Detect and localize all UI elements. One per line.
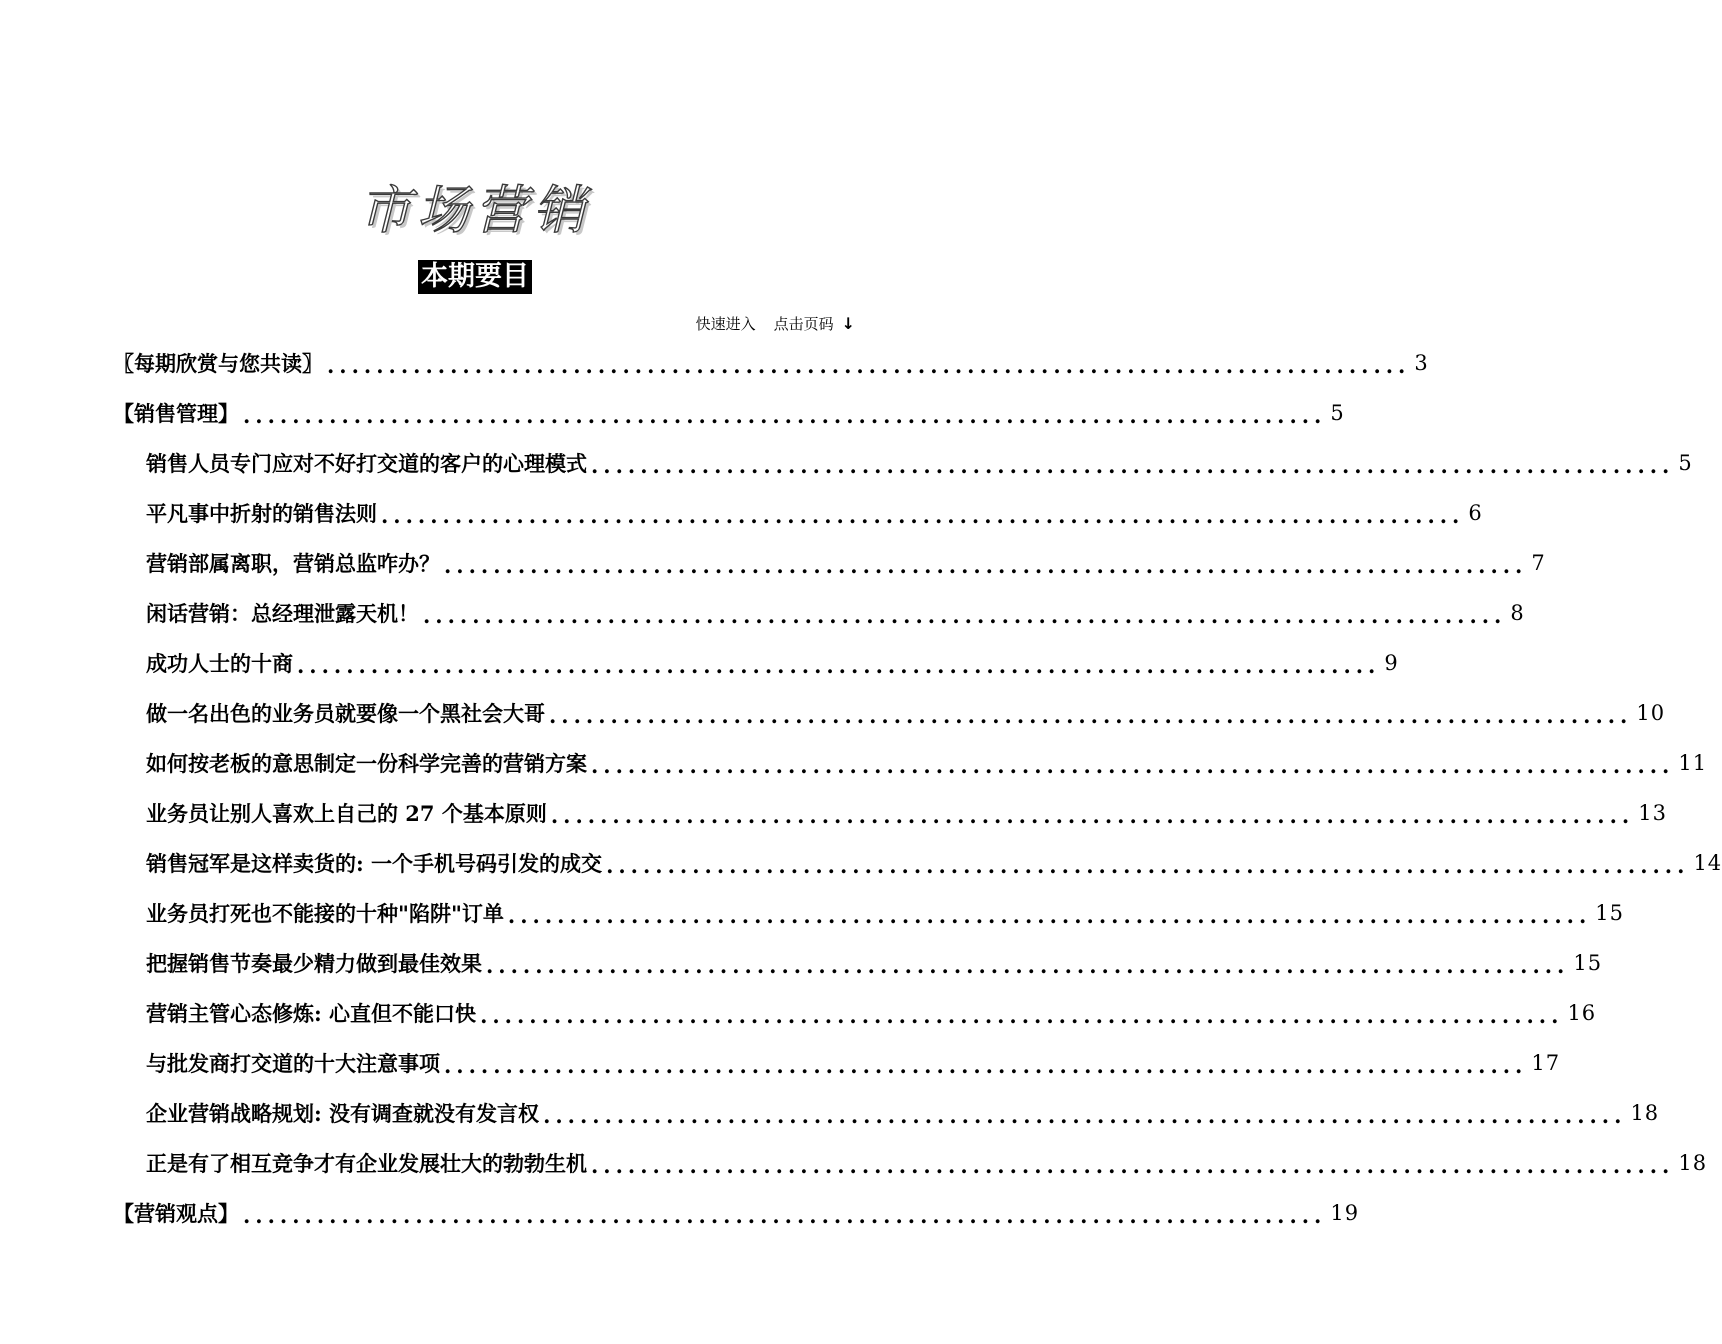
toc-entry[interactable] <box>146 688 1666 738</box>
toc-entry-title: 成功人士的十商 <box>146 651 293 676</box>
toc-entry[interactable] <box>146 1038 1561 1088</box>
toc-dot-leader: ........................................................................................ <box>591 752 1675 778</box>
toc-entry-title: 销售人员专门应对不好打交道的客户的心理模式 <box>146 451 587 476</box>
toc-entry-title: 正是有了相互竞争才有企业发展壮大的勃勃生机 <box>146 1151 587 1176</box>
toc-entry[interactable] <box>146 438 1693 488</box>
toc-entry-title: 【销售管理】 <box>113 401 239 426</box>
toc-dot-leader: ........................................................................................ <box>606 852 1690 878</box>
toc-entry-title: 平凡事中折射的销售法则 <box>146 501 377 526</box>
toc-page-link[interactable]: 11 <box>1678 751 1708 775</box>
toc-page-link[interactable]: 16 <box>1567 1001 1597 1025</box>
toc-page-link[interactable]: 15 <box>1573 951 1603 975</box>
toc-entry-title: 业务员让别人喜欢上自己的 27 个基本原则 <box>146 801 547 826</box>
quick-enter-label: 快速进入 <box>695 315 756 333</box>
toc-page-link[interactable]: 8 <box>1510 601 1525 625</box>
toc-entry[interactable] <box>146 738 1708 788</box>
arrow-down-icon: ↓ <box>841 314 855 333</box>
toc-dot-leader: ........................................................................................ <box>297 652 1381 678</box>
toc-page-link[interactable]: 10 <box>1636 701 1666 725</box>
toc-entry-title: 企业营销战略规划: 没有调查就没有发言权 <box>146 1101 540 1126</box>
toc-entry-title: 营销部属离职，营销总监咋办？ <box>146 551 440 576</box>
toc-dot-leader: ........................................................................................ <box>444 1052 1528 1078</box>
toc-dot-leader: ........................................................................................ <box>444 552 1528 578</box>
toc-entry[interactable] <box>146 1138 1708 1188</box>
toc-page-link[interactable]: 5 <box>1330 401 1345 425</box>
toc-entry[interactable] <box>113 388 1345 438</box>
toc-entry[interactable] <box>146 888 1624 938</box>
toc-entry[interactable] <box>146 638 1399 688</box>
toc-entry[interactable] <box>113 1188 1360 1238</box>
toc-entry-title: 闲话营销：总经理泄露天机！ <box>146 601 419 626</box>
toc-page-link[interactable]: 9 <box>1384 651 1399 675</box>
toc-entry[interactable] <box>146 1088 1660 1138</box>
toc-dot-leader: ........................................................................................ <box>591 452 1675 478</box>
toc-entry[interactable] <box>146 588 1525 638</box>
toc-page-link[interactable]: 15 <box>1595 901 1624 925</box>
toc-entry-title: 〖每期欣赏与您共读〗 <box>113 351 323 376</box>
toc-dot-leader: ........................................................................................ <box>550 802 1635 828</box>
toc-dot-leader: ........................................................................................ <box>423 602 1507 628</box>
toc-dot-leader: ........................................................................................ <box>543 1102 1627 1128</box>
toc-page-link[interactable]: 14 <box>1693 851 1722 875</box>
toc-dot-leader: ........................................................................................ <box>591 1152 1675 1178</box>
toc-entry-title: 【营销观点】 <box>113 1201 239 1226</box>
page-title: 市场营销 <box>358 181 591 241</box>
toc-entry-title: 业务员打死也不能接的十种"陷阱"订单 <box>146 901 504 926</box>
issue-label-wrap <box>0 260 950 294</box>
toc-entry[interactable] <box>146 988 1597 1038</box>
toc-entry[interactable] <box>146 938 1603 988</box>
toc-page-link[interactable]: 7 <box>1531 551 1546 575</box>
toc-page-link[interactable]: 18 <box>1630 1101 1660 1125</box>
toc-dot-leader: ........................................................................................ <box>480 1002 1564 1028</box>
toc-page-link[interactable]: 19 <box>1330 1201 1360 1225</box>
toc-dot-leader: ........................................................................................ <box>243 402 1327 428</box>
toc-dot-leader: ........................................................................................ <box>507 902 1592 928</box>
toc-entry-title: 做一名出色的业务员就要像一个黑社会大哥 <box>146 701 545 726</box>
toc-dot-leader: ........................................................................................ <box>549 702 1633 728</box>
toc-dot-leader: ........................................................................................ <box>243 1202 1327 1228</box>
toc-page-link[interactable]: 17 <box>1531 1051 1561 1075</box>
toc-page-link[interactable]: 6 <box>1468 501 1483 525</box>
toc-entry[interactable] <box>113 338 1429 388</box>
toc-entry[interactable] <box>146 788 1667 838</box>
issue-label: 本期要目 <box>418 260 532 294</box>
click-page-label: 点击页码 <box>773 315 834 333</box>
toc-page-link[interactable]: 13 <box>1638 801 1667 825</box>
toc-dot-leader: ........................................................................................ <box>327 352 1411 378</box>
toc-dot-leader: ........................................................................................ <box>381 502 1465 528</box>
toc-page-link[interactable]: 5 <box>1678 451 1693 475</box>
toc-entry-title: 把握销售节奏最少精力做到最佳效果 <box>146 951 482 976</box>
toc-dot-leader: ........................................................................................ <box>486 952 1570 978</box>
toc-entry[interactable] <box>146 538 1546 588</box>
toc-entry-title: 如何按老板的意思制定一份科学完善的营销方案 <box>146 751 587 776</box>
toc-entry[interactable] <box>146 488 1483 538</box>
toc-entry[interactable] <box>146 838 1722 888</box>
toc-entry-title: 销售冠军是这样卖货的: 一个手机号码引发的成交 <box>146 851 603 876</box>
toc-entry-title: 营销主管心态修炼: 心直但不能口快 <box>146 1001 477 1026</box>
toc-entry-title: 与批发商打交道的十大注意事项 <box>146 1051 440 1076</box>
toc-page-link[interactable]: 3 <box>1414 351 1429 375</box>
quick-nav <box>696 313 855 334</box>
toc-page-link[interactable]: 18 <box>1678 1151 1708 1175</box>
